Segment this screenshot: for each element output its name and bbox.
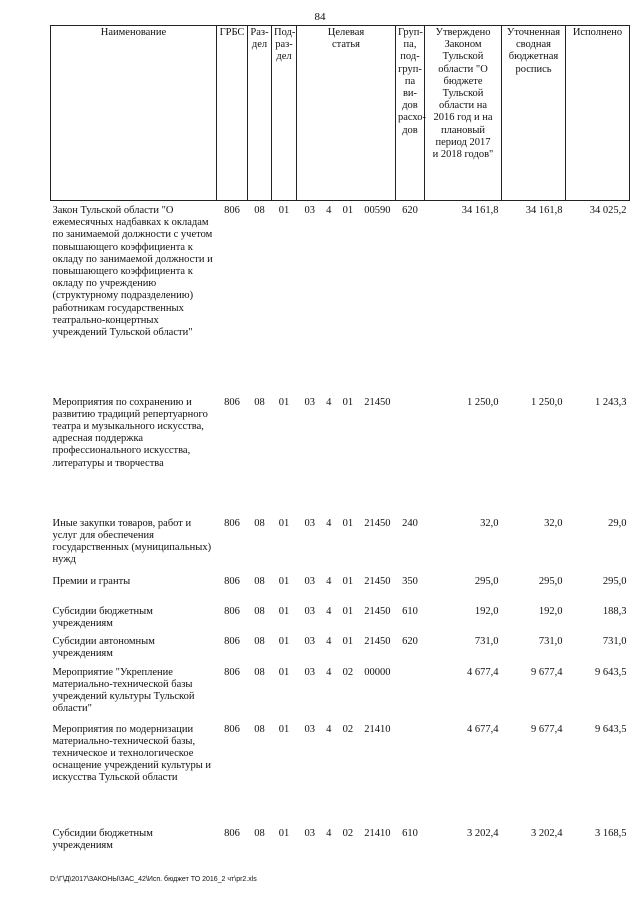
celevaya-statya-part: 03 — [304, 827, 315, 839]
celevaya-statya-parts — [299, 518, 394, 530]
celevaya-statya-part: 01 — [342, 396, 354, 408]
row-grbs: 806 — [224, 396, 240, 408]
row-celevaya-statya — [297, 397, 396, 518]
celevaya-statya-part: 4 — [326, 605, 332, 617]
celevaya-statya-part: 00590 — [364, 205, 391, 216]
row-utverzhdeno: 4 677,4 — [467, 666, 499, 678]
celevaya-statya-part: 21450 — [364, 635, 391, 647]
row-podrazdel: 01 — [278, 396, 290, 408]
celevaya-statya-part: 03 — [304, 517, 315, 529]
row-grbs: 806 — [224, 635, 240, 647]
row-podrazdel: 01 — [278, 575, 290, 587]
row-name: Субсидии бюджетным учреждениям — [52, 827, 153, 851]
row-utverzhdeno: 731,0 — [474, 635, 499, 647]
header-grbs: ГРБС — [217, 26, 248, 201]
row-razdel: 08 — [254, 605, 265, 617]
row-utverzhdeno: 192,0 — [474, 605, 499, 617]
row-razdel: 08 — [254, 575, 265, 587]
row-podrazdel: 01 — [278, 205, 290, 216]
row-razdel: 08 — [254, 205, 265, 216]
row-name: Субсидии бюджетным учреждениям — [52, 605, 153, 629]
celevaya-statya-part: 03 — [304, 635, 315, 647]
row-name: Субсидии автономным учреждениям — [52, 635, 155, 659]
celevaya-statya-part: 00000 — [364, 666, 391, 678]
row-utochnennaya: 34 161,8 — [525, 205, 563, 216]
celevaya-statya-part: 03 — [304, 723, 315, 735]
row-utochnennaya: 32,0 — [544, 517, 563, 529]
celevaya-statya-part: 4 — [326, 827, 332, 839]
celevaya-statya-parts — [299, 667, 394, 679]
celevaya-statya-part: 21450 — [364, 396, 391, 408]
row-utverzhdeno: 32,0 — [480, 517, 499, 529]
celevaya-statya-part: 01 — [342, 205, 354, 216]
table-header-row — [51, 26, 630, 201]
row-podrazdel: 01 — [278, 723, 290, 735]
row-ispolneno: 29,0 — [608, 517, 627, 529]
celevaya-statya-parts — [299, 828, 394, 840]
header-podrazdel: Под- раз- дел — [272, 26, 297, 201]
row-vid-rashodov: 620 — [402, 635, 418, 647]
celevaya-statya-part: 21450 — [364, 575, 391, 587]
row-celevaya-statya — [297, 201, 396, 397]
celevaya-statya-part: 4 — [326, 635, 332, 647]
celevaya-statya-part: 03 — [304, 396, 315, 408]
row-name: Мероприятие "Укрепление материально-технической базы учреждений культуры Тульской области" — [52, 666, 195, 715]
header-razdel: Раз- дел — [248, 26, 272, 201]
row-podrazdel: 01 — [278, 635, 290, 647]
row-grbs: 806 — [224, 575, 240, 587]
row-podrazdel: 01 — [278, 666, 290, 678]
row-utverzhdeno: 3 202,4 — [467, 827, 499, 839]
row-vid-rashodov — [396, 397, 425, 518]
table-row — [51, 724, 630, 828]
celevaya-statya-part: 02 — [342, 723, 354, 735]
celevaya-statya-parts — [299, 397, 394, 409]
celevaya-statya-parts — [299, 205, 394, 217]
row-utochnennaya: 192,0 — [538, 605, 563, 617]
row-vid-rashodov: 620 — [402, 205, 418, 216]
row-utochnennaya: 1 250,0 — [531, 396, 563, 408]
celevaya-statya-parts — [299, 724, 394, 736]
row-ispolneno: 3 168,5 — [595, 827, 627, 839]
header-gruppa-vidov: Груп- па, под- груп- па ви- дов расхо- дов — [396, 26, 425, 201]
header-name: Наименование — [51, 26, 217, 201]
table-row — [51, 397, 630, 518]
celevaya-statya-parts — [299, 606, 394, 618]
row-name: Мероприятия по сохранению и развитию традиций репертуарного театра и музыкального искусства, адресная поддержка профессионального искусства, литературы и творчества — [52, 396, 208, 469]
celevaya-statya-part: 01 — [342, 517, 354, 529]
row-celevaya-statya — [297, 606, 396, 636]
row-razdel: 08 — [254, 517, 265, 529]
row-grbs: 806 — [224, 205, 240, 216]
table-row — [51, 201, 630, 397]
row-razdel: 08 — [254, 396, 265, 408]
row-celevaya-statya — [297, 636, 396, 667]
table-row — [51, 576, 630, 606]
table-row — [51, 667, 630, 724]
celevaya-statya-parts — [299, 636, 394, 648]
row-celevaya-statya — [297, 576, 396, 606]
row-razdel: 08 — [254, 635, 265, 647]
row-grbs: 806 — [224, 605, 240, 617]
row-razdel: 08 — [254, 827, 265, 839]
row-grbs: 806 — [224, 723, 240, 735]
celevaya-statya-part: 02 — [342, 827, 354, 839]
header-utverzhdeno: Утверждено Законом Тульской области "О бюджете Тульской области на 2016 год и на плановый период 2017 и 2018 годов" — [425, 26, 502, 201]
row-celevaya-statya — [297, 667, 396, 724]
celevaya-statya-part: 21450 — [364, 605, 391, 617]
row-utochnennaya: 295,0 — [538, 575, 563, 587]
header-ispolneno: Исполнено — [566, 26, 630, 201]
row-ispolneno: 9 643,5 — [595, 666, 627, 678]
celevaya-statya-part: 03 — [304, 666, 315, 678]
row-name: Закон Тульской области "О ежемесячных надбавках к окладам по занимаемой должности с учетом повышающего коэффициента к окладу по занимаемой должности и повышающего коэффициента к окладу по учреждению (структурному подразделению) работникам государственных театрально-концертных учреждений Тульской области" — [52, 205, 213, 339]
row-podrazdel: 01 — [278, 605, 290, 617]
row-ispolneno: 9 643,5 — [595, 723, 627, 735]
celevaya-statya-part: 4 — [326, 396, 332, 408]
row-ispolneno: 1 243,3 — [595, 396, 627, 408]
celevaya-statya-part: 02 — [342, 666, 354, 678]
celevaya-statya-parts — [299, 576, 394, 588]
row-vid-rashodov — [396, 724, 425, 828]
celevaya-statya-part: 03 — [304, 575, 315, 587]
page-number: 84 — [314, 11, 326, 23]
celevaya-statya-part: 01 — [342, 635, 354, 647]
row-grbs: 806 — [224, 827, 240, 839]
row-grbs: 806 — [224, 517, 240, 529]
row-celevaya-statya — [297, 724, 396, 828]
celevaya-statya-part: 03 — [304, 205, 315, 216]
celevaya-statya-part: 21410 — [364, 723, 391, 735]
header-celevaya-statya: Целевая статья — [297, 26, 396, 201]
row-name: Премии и гранты — [52, 575, 131, 587]
row-utochnennaya: 3 202,4 — [531, 827, 563, 839]
table-row — [51, 518, 630, 576]
row-utochnennaya: 9 677,4 — [531, 666, 563, 678]
table-row — [51, 636, 630, 667]
row-razdel: 08 — [254, 666, 265, 678]
celevaya-statya-part: 21450 — [364, 517, 391, 529]
celevaya-statya-part: 4 — [326, 575, 332, 587]
row-utverzhdeno: 34 161,8 — [461, 205, 499, 216]
row-name: Иные закупки товаров, работ и услуг для обеспечения государственных (муниципальных) нужд — [52, 517, 212, 566]
budget-table — [50, 25, 630, 868]
celevaya-statya-part: 21410 — [364, 827, 391, 839]
table-row — [51, 606, 630, 636]
row-utochnennaya: 9 677,4 — [531, 723, 563, 735]
row-ispolneno: 188,3 — [602, 605, 627, 617]
row-ispolneno: 731,0 — [602, 635, 627, 647]
row-podrazdel: 01 — [278, 517, 290, 529]
row-utochnennaya: 731,0 — [538, 635, 563, 647]
row-vid-rashodov: 610 — [402, 827, 418, 839]
row-celevaya-statya — [297, 518, 396, 576]
row-utverzhdeno: 4 677,4 — [467, 723, 499, 735]
header-utochnennaya: Уточненная сводная бюджетная роспись — [502, 26, 566, 201]
row-grbs: 806 — [224, 666, 240, 678]
file-path-footer: D:\Г\Д\2017\ЗАКОНЫ\ЗАС_42\Исп. бюджет ТО 2016_2 чт\pr2.xls — [50, 876, 257, 883]
row-utverzhdeno: 1 250,0 — [467, 396, 499, 408]
row-name: Мероприятия по модернизации материально-технической базы, техническое и технологическое оснащение учреждений культуры и искусства Тульской области — [52, 723, 212, 784]
table-row — [51, 828, 630, 868]
celevaya-statya-part: 4 — [326, 666, 332, 678]
row-razdel: 08 — [254, 723, 265, 735]
row-vid-rashodov: 610 — [402, 605, 418, 617]
celevaya-statya-part: 4 — [326, 205, 332, 216]
celevaya-statya-part: 03 — [304, 605, 315, 617]
row-utverzhdeno: 295,0 — [474, 575, 499, 587]
row-ispolneno: 34 025,2 — [589, 205, 627, 216]
celevaya-statya-part: 01 — [342, 575, 354, 587]
celevaya-statya-part: 4 — [326, 517, 332, 529]
celevaya-statya-part: 4 — [326, 723, 332, 735]
row-vid-rashodov: 240 — [402, 517, 418, 529]
celevaya-statya-part: 01 — [342, 605, 354, 617]
row-vid-rashodov — [396, 667, 425, 724]
row-podrazdel: 01 — [278, 827, 290, 839]
row-vid-rashodov: 350 — [402, 575, 418, 587]
row-celevaya-statya — [297, 828, 396, 868]
row-ispolneno: 295,0 — [602, 575, 627, 587]
